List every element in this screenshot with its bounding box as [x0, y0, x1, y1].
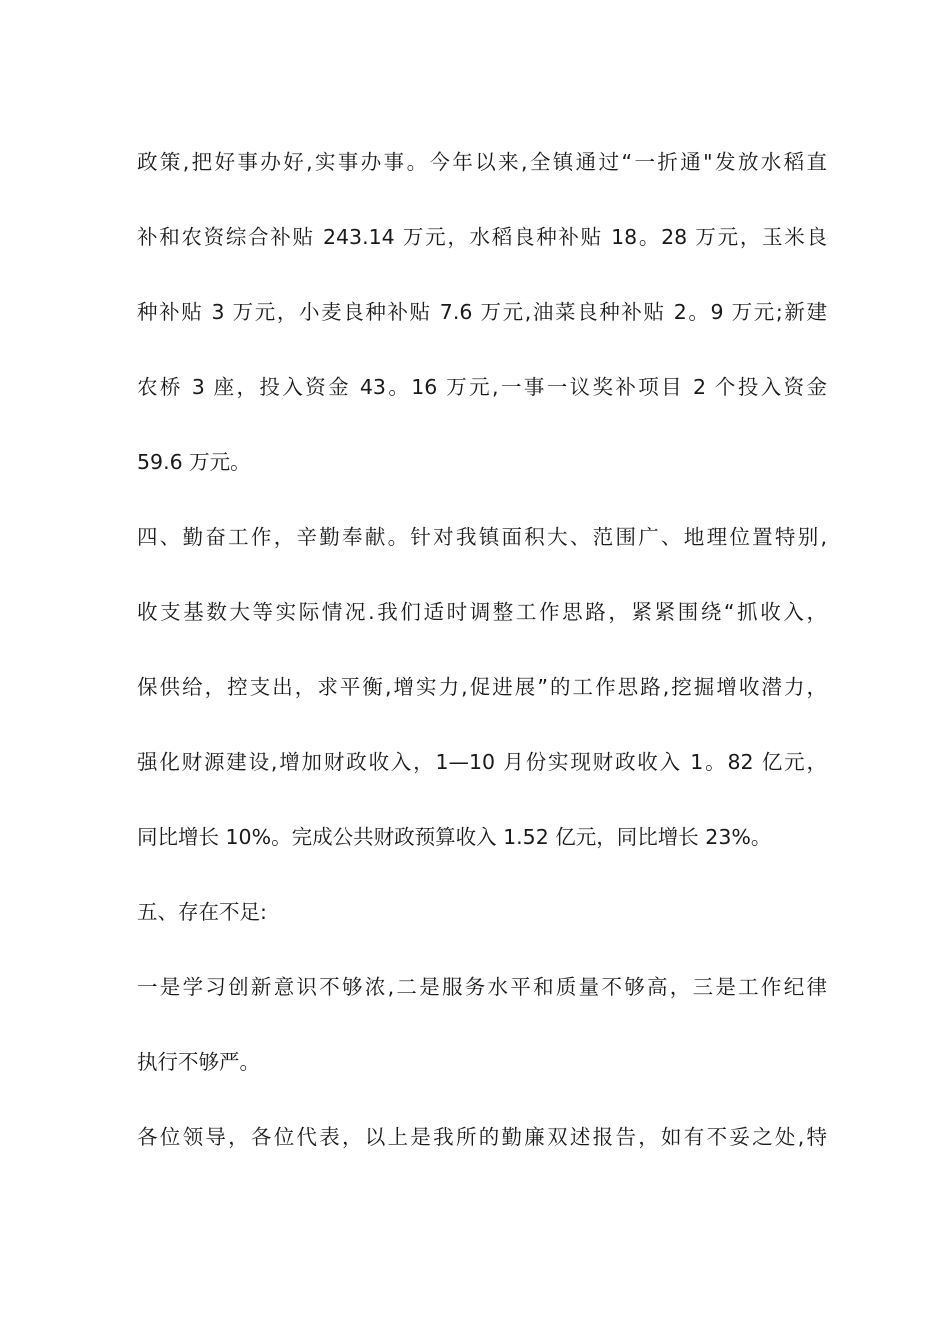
paragraph-line: 执行不够严。	[137, 1050, 260, 1074]
paragraph-line: 种补贴 3 万元，小麦良种补贴 7.6 万元,油菜良种补贴 2。9 万元;新建	[137, 300, 827, 324]
paragraph-line: 强化财源建设,增加财政收入，1—10 月份实现财政收入 1。82 亿元，	[137, 750, 827, 774]
paragraph-line: 一是学习创新意识不够浓,二是服务水平和质量不够高，三是工作纪律	[137, 975, 827, 999]
paragraph-line: 同比增长 10%。完成公共财政预算收入 1.52 亿元，同比增长 23%。	[137, 825, 772, 849]
paragraph-line: 各位领导，各位代表，以上是我所的勤廉双述报告，如有不妥之处,特	[137, 1125, 827, 1149]
section-heading: 五、存在不足:	[137, 900, 267, 924]
paragraph-line: 政策,把好事办好,实事办事。今年以来,全镇通过“一折通"发放水稻直	[137, 150, 827, 174]
paragraph-line: 补和农资综合补贴 243.14 万元，水稻良种补贴 18。28 万元，玉米良	[137, 225, 827, 249]
paragraph-line: 59.6 万元。	[137, 450, 251, 474]
paragraph-line: 四、勤奋工作，辛勤奉献。针对我镇面积大、范围广、地理位置特别,	[137, 525, 827, 549]
paragraph-line: 农桥 3 座，投入资金 43。16 万元,一事一议奖补项目 2 个投入资金	[137, 375, 827, 399]
paragraph-line: 保供给，控支出，求平衡,增实力,促进展”的工作思路,挖掘增收潜力，	[137, 675, 827, 699]
paragraph-line: 收支基数大等实际情况.我们适时调整工作思路，紧紧围绕“抓收入，	[137, 600, 827, 624]
